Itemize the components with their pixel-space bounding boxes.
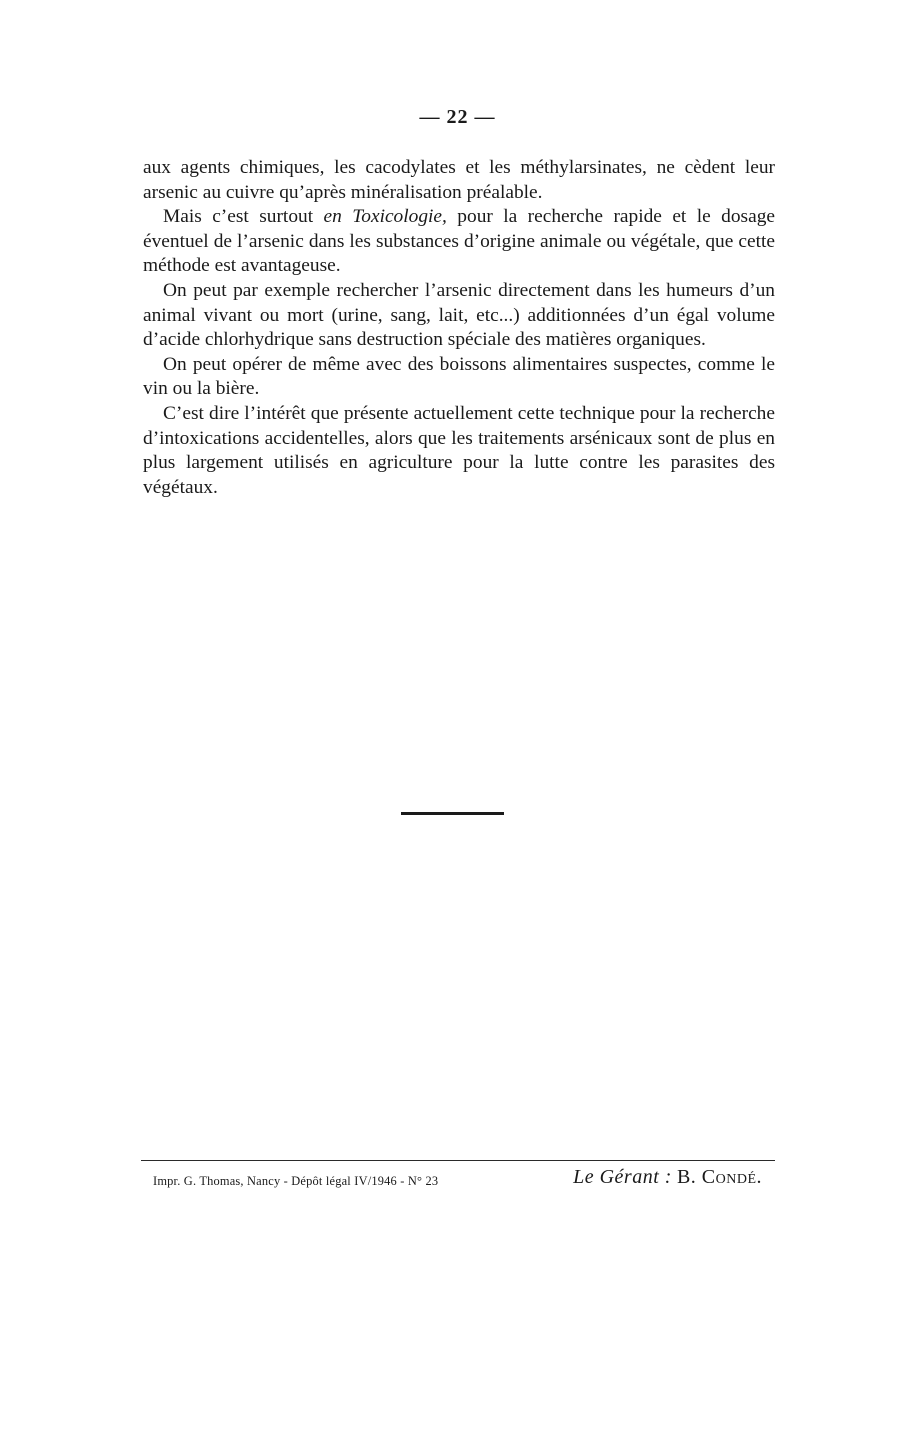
manager-signature (573, 1166, 762, 1189)
paragraph-1: aux agents chimiques, les cacodylates et les méthylarsinates, ne cèdent leur arsenic au cuivre qu’après minéralisation préalable. (143, 157, 775, 203)
imprint-line: Impr. G. Thomas, Nancy - Dépôt légal IV/1946 - N° 23 (153, 1174, 439, 1188)
paragraph-5: C’est dire l’intérêt que présente actuellement cette technique pour la recherche d’intoxications accidentelles, alors que les traitements arsénicaux sont de plus en plus largement utilisés en agriculture pour la lutte contre les parasites des végétaux. (143, 402, 775, 498)
paragraph-3: On peut par exemple rechercher l’arsenic directement dans les humeurs d’un animal vivant ou mort (urine, sang, lait, etc...) additionnées d’un égal volume d’acide chlorhydrique sans destruction spéciale des matières organiques. (143, 279, 775, 351)
footer-rule (141, 1160, 775, 1161)
paragraph-2-start: Mais c’est surtout (163, 206, 324, 228)
paragraph-2-emphasis: en Toxicologie, (323, 206, 447, 228)
manager-role: Le Gérant : (573, 1166, 672, 1188)
paragraph-2 (143, 205, 775, 279)
paragraph-2-end: pour la recherche rapide et le dosage éventuel de l’arsenic dans les substances d’origine animale ou végétale, que cette méthode est avantageuse. (143, 206, 776, 277)
footer (145, 1166, 775, 1194)
paragraph-4: On peut opérer de même avec des boissons alimentaires suspectes, comme le vin ou la bière. (143, 353, 775, 400)
page-number: — 22 — (419, 106, 496, 128)
section-separator (401, 812, 504, 815)
manager-name: B. Condé. (676, 1166, 762, 1188)
body-text (143, 156, 775, 500)
